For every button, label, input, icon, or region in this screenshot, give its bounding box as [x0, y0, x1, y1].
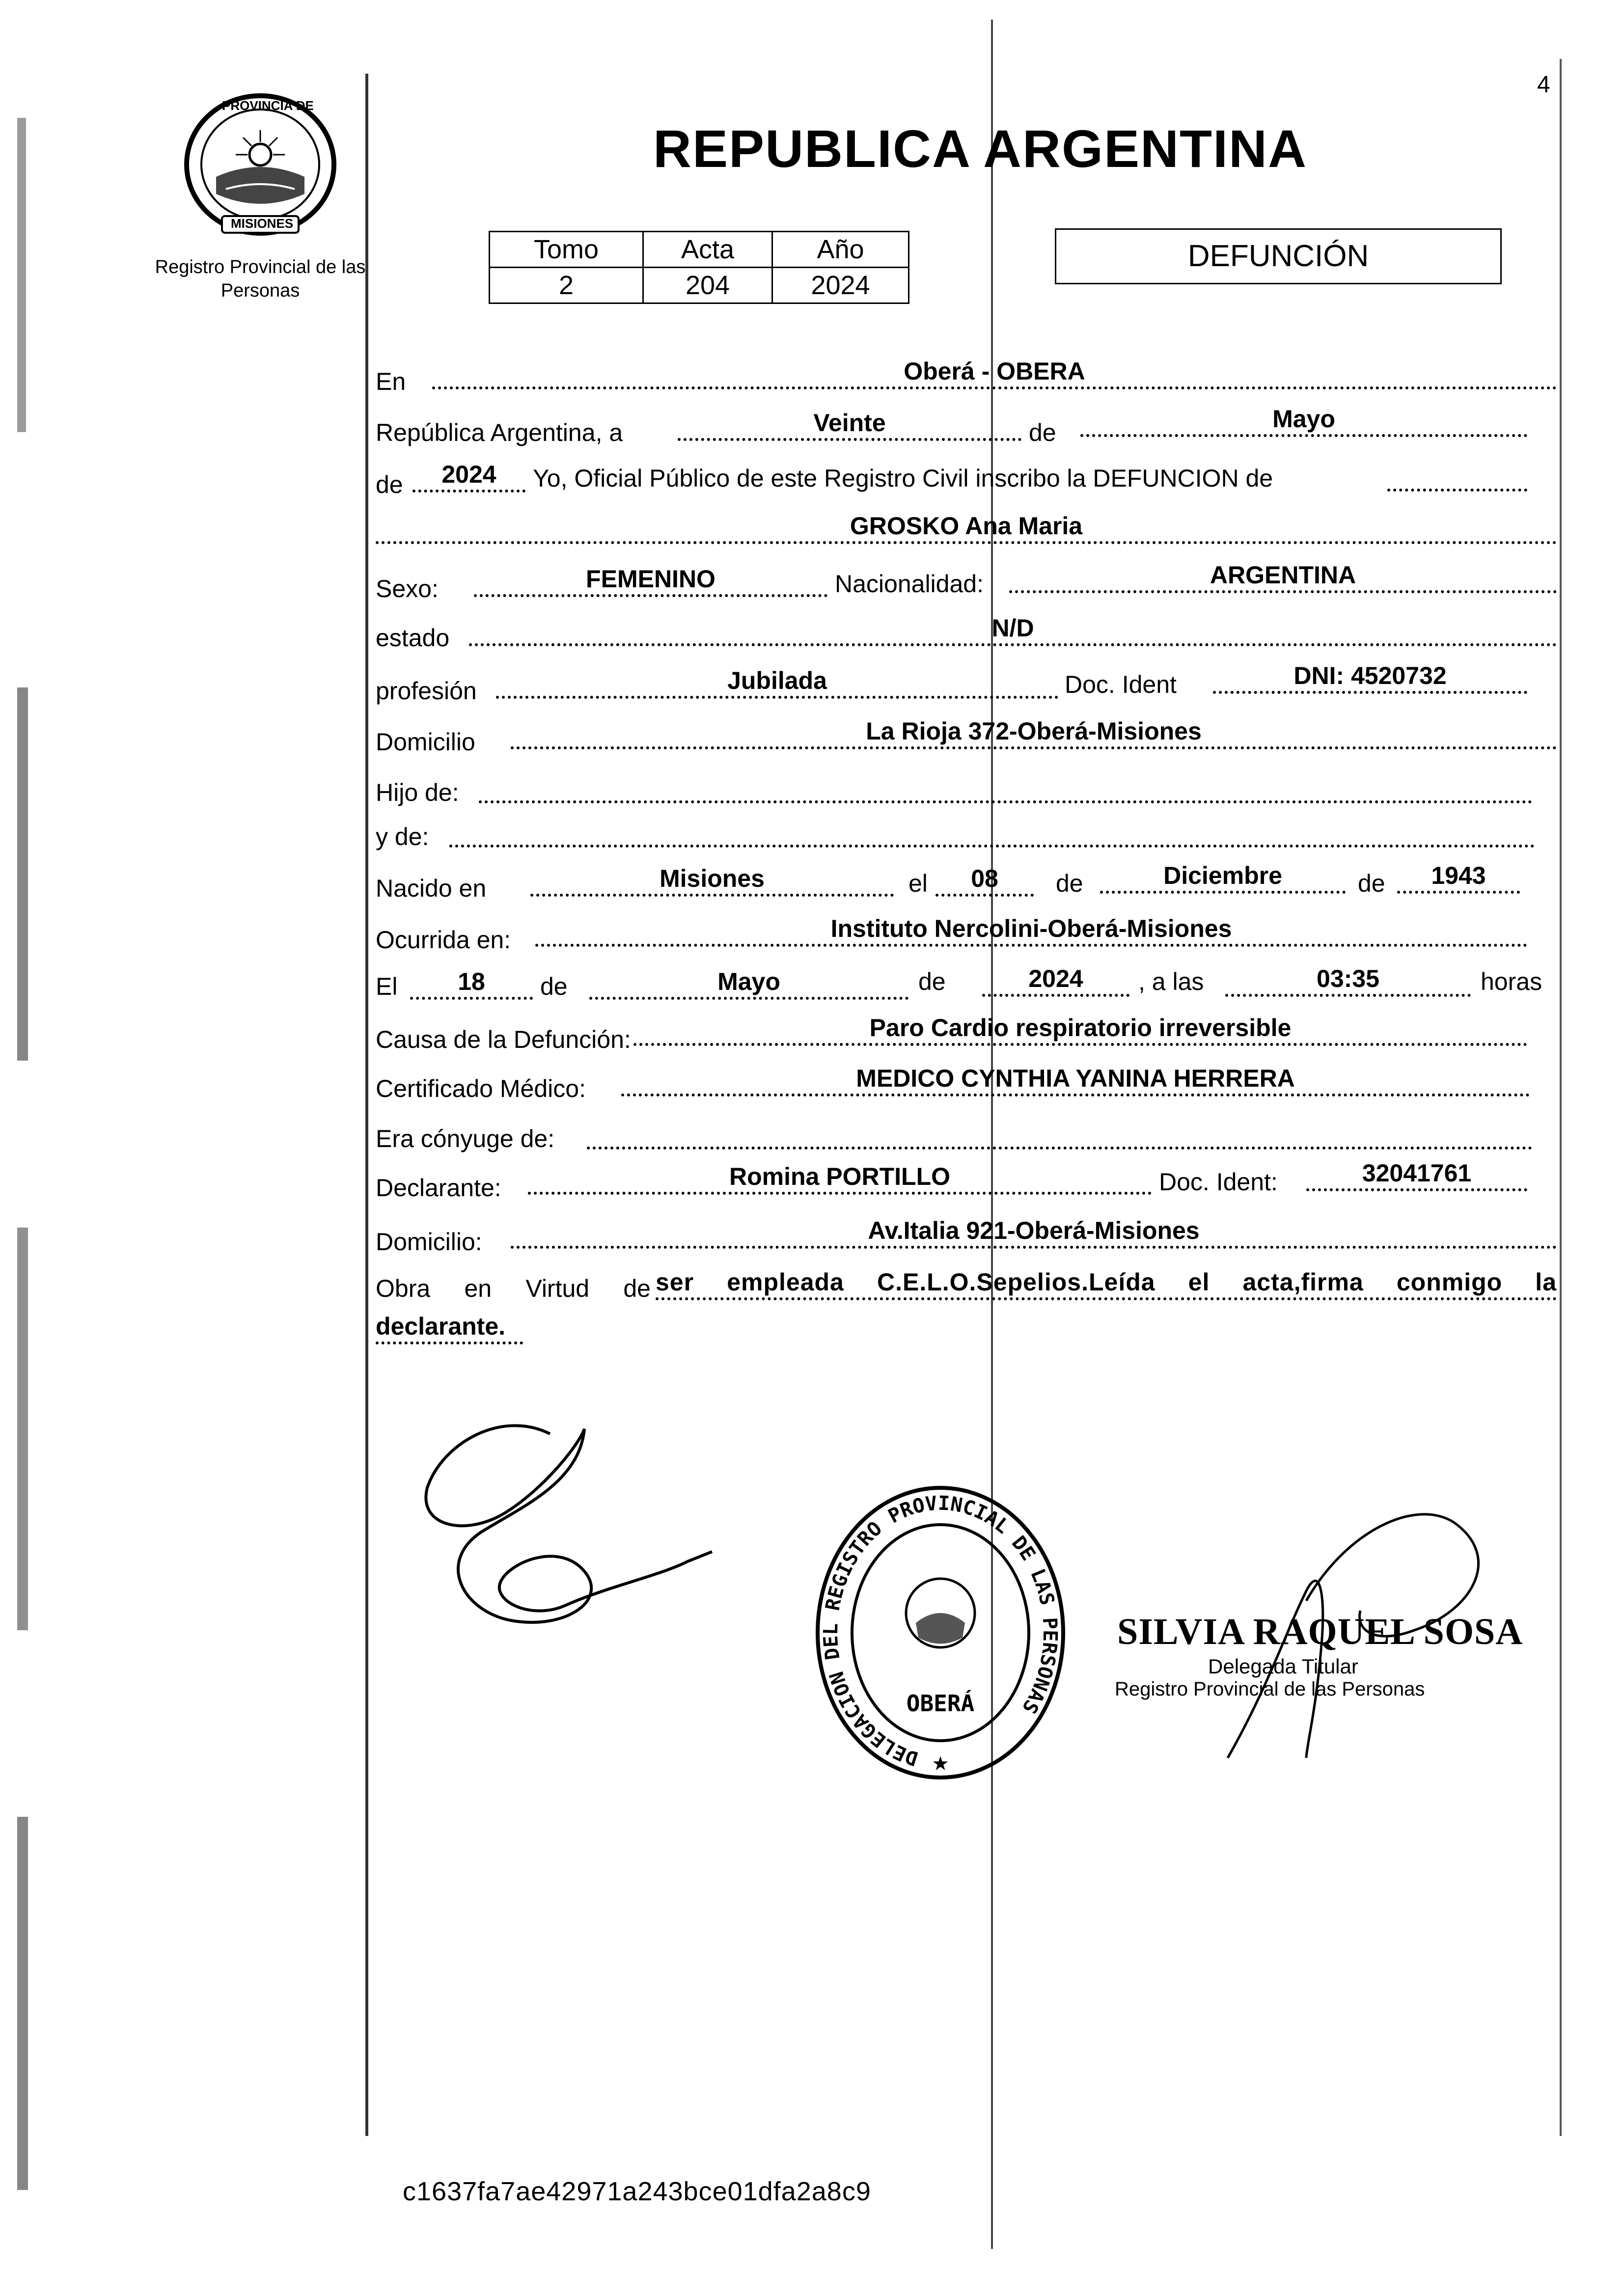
- scan-edge-mark: [17, 1817, 28, 2190]
- horas-label: horas: [1481, 968, 1542, 995]
- header-tomo: Tomo: [490, 232, 643, 268]
- decl-domicilio-value: Av.Italia 921-Oberá-Misiones: [511, 1215, 1557, 1249]
- death-el-label: El: [376, 973, 398, 1000]
- estado-label: estado: [376, 624, 450, 652]
- republica-label: República Argentina, a: [376, 419, 623, 446]
- inscribo-text: Yo, Oficial Público de este Registro Civil inscribo la DEFUNCION de: [533, 465, 1273, 492]
- profesion-label: profesión: [376, 677, 477, 705]
- domicilio-label: Domicilio: [376, 728, 475, 756]
- el-label: el: [908, 870, 928, 897]
- table-row: [490, 268, 909, 303]
- table-header-row: [490, 232, 909, 268]
- left-margin-line: [365, 74, 368, 2136]
- stamp-center-text: OBERÁ: [906, 1690, 975, 1717]
- y-de-blank: [449, 845, 1535, 848]
- alas-label: , a las: [1138, 968, 1204, 995]
- declarante-label: Declarante:: [376, 1174, 501, 1202]
- causa-label: Causa de la Defunción:: [376, 1026, 631, 1053]
- hijo-blank: [479, 800, 1532, 803]
- nacido-lugar-value: Misiones: [530, 863, 894, 897]
- nacido-mes-value: Diciembre: [1100, 860, 1346, 894]
- country-title: REPUBLICA ARGENTINA: [653, 119, 1307, 178]
- decl-domicilio-label: Domicilio:: [376, 1228, 482, 1256]
- header-acta: Acta: [643, 232, 772, 268]
- record-type: DEFUNCIÓN: [1055, 228, 1502, 284]
- profesion-value: Jubilada: [496, 665, 1058, 699]
- nacionalidad-value: ARGENTINA: [1009, 560, 1557, 593]
- nacido-anio-value: 1943: [1397, 860, 1520, 894]
- signatory-name: SILVIA RAQUEL SOSA: [1117, 1611, 1523, 1652]
- hijo-label: Hijo de:: [376, 779, 459, 806]
- declarante-value: Romina PORTILLO: [528, 1161, 1152, 1195]
- scan-edge-mark: [17, 1228, 28, 1630]
- year-value: 2024: [413, 459, 525, 493]
- obra-line2-value: declarante.: [376, 1311, 523, 1344]
- conyuge-label: Era cónyuge de:: [376, 1125, 555, 1152]
- year-prefix-label: de: [376, 471, 403, 498]
- dotted-filler: [1387, 489, 1527, 492]
- death-dia-value: 18: [410, 966, 533, 1000]
- signatory-org: Registro Provincial de las Personas: [1115, 1678, 1425, 1700]
- deceased-name-value: GROSKO Ana Maria: [376, 511, 1557, 544]
- ocurrida-value: Instituto Nercolini-Oberá-Misiones: [535, 913, 1527, 947]
- doc-value: DNI: 4520732: [1213, 660, 1527, 694]
- nacido-dia-value: 08: [936, 863, 1034, 897]
- document-hash: c1637fa7ae42971a243bce01dfa2a8c9: [403, 2177, 871, 2206]
- stamp-ring-text: DELEGACION DEL REGISTRO PROVINCIAL DE LAS PERSONAS: [819, 1492, 1062, 1770]
- scan-edge-mark: [17, 687, 28, 1061]
- nacionalidad-label: Nacionalidad:: [835, 570, 984, 598]
- nacido-de1-label: de: [1056, 870, 1083, 897]
- certificado-label: Certificado Médico:: [376, 1075, 586, 1102]
- en-label: En: [376, 368, 406, 395]
- day-words-value: Veinte: [678, 408, 1021, 441]
- de-label: de: [1029, 419, 1056, 446]
- delegation-stamp-icon: [813, 1480, 1068, 1785]
- conyuge-blank: [587, 1147, 1532, 1150]
- causa-value: Paro Cardio respiratorio irreversible: [633, 1013, 1527, 1046]
- month-value: Mayo: [1080, 404, 1527, 437]
- registry-name: Registro Provincial de las Personas: [155, 257, 366, 301]
- svg-text:★: ★: [932, 1753, 949, 1775]
- right-margin-line: [1560, 59, 1562, 2136]
- domicilio-value: La Rioja 372-Oberá-Misiones: [511, 716, 1557, 749]
- estado-value: N/D: [469, 613, 1557, 646]
- death-de1-label: de: [540, 973, 568, 1000]
- value-anio: 2024: [772, 268, 909, 303]
- obra-label: Obra en Virtud de: [376, 1275, 651, 1302]
- page-number: 4: [1537, 72, 1550, 98]
- declarant-signature-icon: [403, 1414, 717, 1689]
- place-value: Oberá - OBERA: [432, 356, 1557, 389]
- nacido-de2-label: de: [1358, 870, 1385, 897]
- value-tomo: 2: [490, 268, 643, 303]
- death-de2-label: de: [918, 968, 946, 995]
- decl-doc-value: 32041761: [1306, 1158, 1527, 1191]
- death-mes-value: Mayo: [589, 966, 908, 1000]
- doc-label: Doc. Ident: [1065, 671, 1177, 698]
- fold-line: [991, 20, 993, 2249]
- sexo-value: FEMENINO: [474, 564, 827, 597]
- nacido-label: Nacido en: [376, 875, 487, 902]
- emblem-text-top: PROVINCIA DE: [222, 98, 314, 113]
- signatory-role: Delegada Titular: [1208, 1655, 1358, 1678]
- y-de-label: y de:: [376, 823, 429, 850]
- death-hora-value: 03:35: [1225, 963, 1471, 997]
- value-acta: 204: [643, 268, 772, 303]
- ocurrida-label: Ocurrida en:: [376, 926, 511, 954]
- certificado-value: MEDICO CYNTHIA YANINA HERRERA: [621, 1063, 1530, 1096]
- obra-line1-value: ser empleada C.E.L.O.Sepelios.Leída el acta,firma conmigo la: [656, 1267, 1557, 1300]
- scan-edge-mark: [17, 118, 26, 432]
- decl-doc-label: Doc. Ident:: [1159, 1168, 1278, 1196]
- sexo-label: Sexo:: [376, 575, 439, 602]
- header-anio: Año: [772, 232, 909, 268]
- death-anio-value: 2024: [982, 963, 1129, 997]
- emblem-text-bottom: MISIONES: [231, 216, 294, 231]
- reference-table: [489, 231, 909, 304]
